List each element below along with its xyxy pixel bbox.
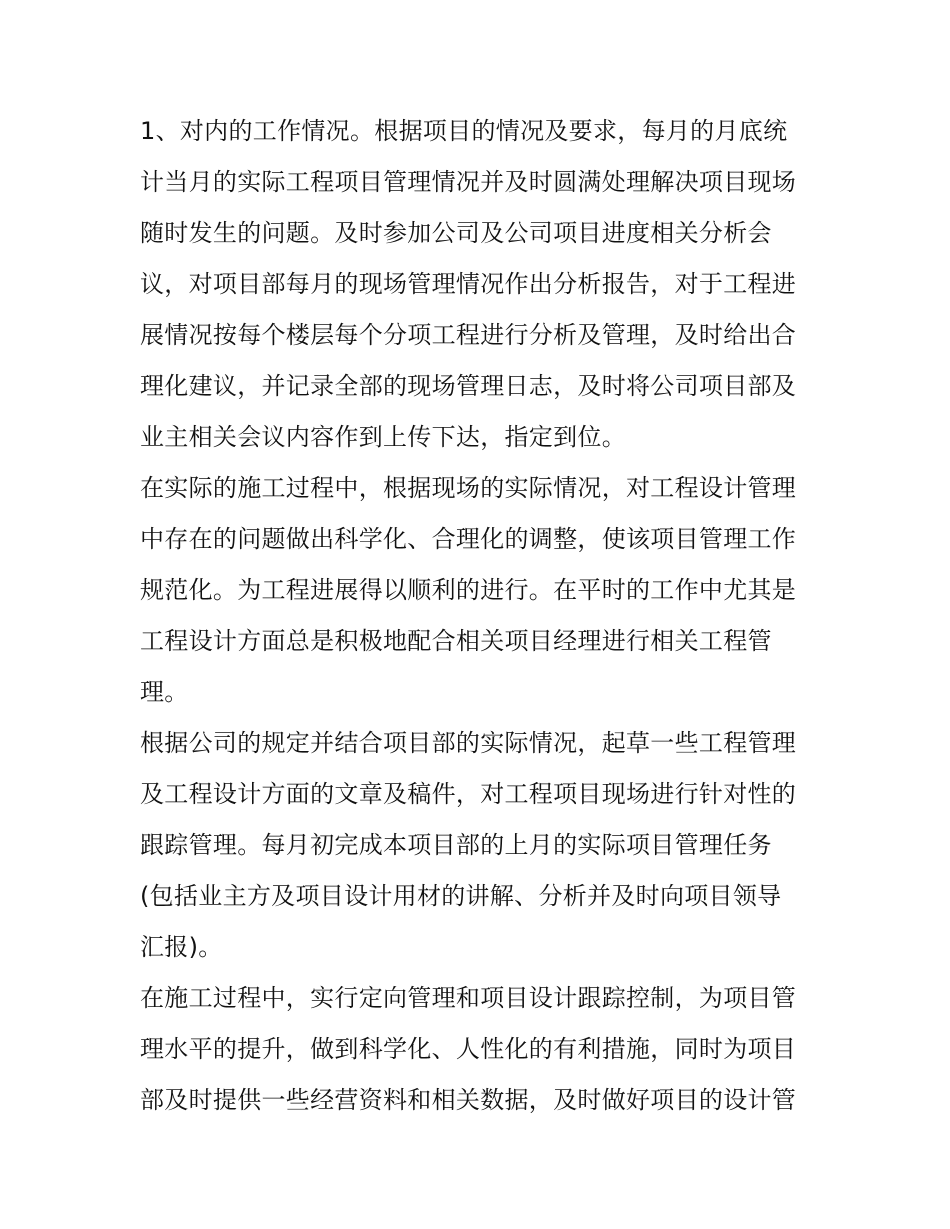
text-line: 理化建议，并记录全部的现场管理日志，及时将公司项目部及 <box>140 372 797 400</box>
text-line: 理水平的提升，做到科学化、人性化的有利措施，同时为项目 <box>140 1035 797 1063</box>
text-line: 在实际的施工过程中，根据现场的实际情况，对工程设计管理 <box>140 474 797 502</box>
text-line: 在施工过程中，实行定向管理和项目设计跟踪控制，为项目管 <box>140 984 797 1012</box>
text-line: 业主相关会议内容作到上传下达，指定到位。 <box>140 423 626 451</box>
text-line: 计当月的实际工程项目管理情况并及时圆满处理解决项目现场 <box>140 168 797 196</box>
text-line: 议，对项目部每月的现场管理情况作出分析报告，对于工程进 <box>140 270 797 298</box>
text-line: 跟踪管理。每月初完成本项目部的上月的实际项目管理任务 <box>140 831 772 859</box>
text-line: 规范化。为工程进展得以顺利的进行。在平时的工作中尤其是 <box>140 576 797 604</box>
text-line: 展情况按每个楼层每个分项工程进行分析及管理，及时给出合 <box>140 321 797 349</box>
document-body <box>140 106 820 1126</box>
text-line: 根据公司的规定并结合项目部的实际情况，起草一些工程管理 <box>140 729 797 757</box>
text-line: 理。 <box>140 678 189 706</box>
text-line: 工程设计方面总是积极地配合相关项目经理进行相关工程管 <box>140 627 772 655</box>
text-line: 部及时提供一些经营资料和相关数据，及时做好项目的设计管 <box>140 1086 797 1114</box>
text-line: 中存在的问题做出科学化、合理化的调整，使该项目管理工作 <box>140 525 797 553</box>
text-line: 随时发生的问题。及时参加公司及公司项目进度相关分析会 <box>140 219 772 247</box>
text-line: 汇报)。 <box>140 933 223 961</box>
text-line: 及工程设计方面的文章及稿件，对工程项目现场进行针对性的 <box>140 780 797 808</box>
text-line: (包括业主方及项目设计用材的讲解、分析并及时向项目领导 <box>140 882 782 910</box>
text-line: 1、对内的工作情况。根据项目的情况及要求，每月的月底统 <box>140 117 788 145</box>
